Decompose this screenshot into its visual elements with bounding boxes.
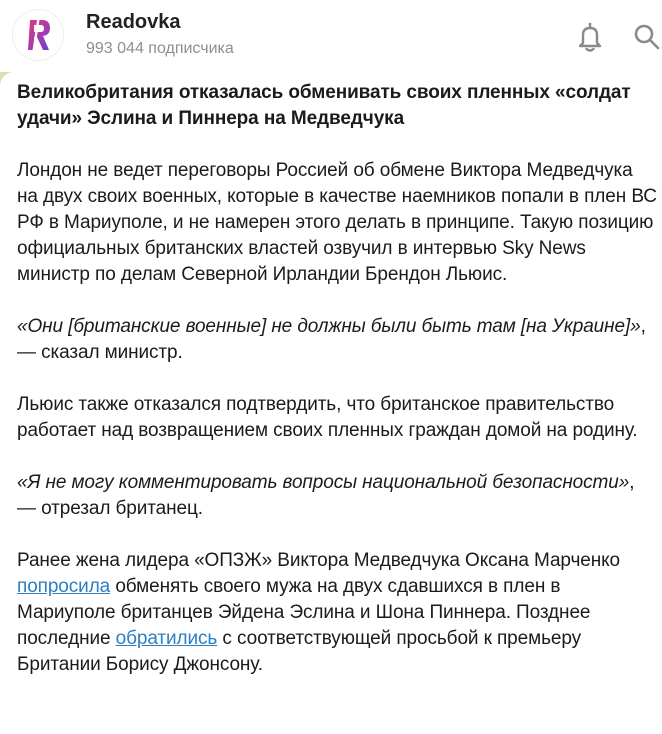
quote-1-text: «Они [британские военные] не должны были быть там [на Украине]» xyxy=(17,316,641,337)
channel-title[interactable]: Readovka xyxy=(86,11,181,33)
channel-header[interactable] xyxy=(0,0,662,72)
paragraph-5-part-c: с соответствующей просьбой к премьеру Британии Борису Джонсону. xyxy=(17,628,581,675)
post-paragraph-3: Льюис также отказался подтвердить, что британское правительство работает над возвращением своих пленных граждан домой на родину. xyxy=(17,394,638,441)
post-paragraph-5 xyxy=(17,548,657,678)
bell-icon xyxy=(575,21,605,53)
subscriber-count: 993 044 подписчика xyxy=(86,40,234,57)
message-text xyxy=(17,80,657,704)
quote-2-text: «Я не могу комментировать вопросы национальной безопасности» xyxy=(17,472,630,493)
paragraph-5-part-b: обменять своего мужа на двух сдавшихся в плен в Мариуполе британцев Эйдена Эслина и Шона Пиннера. Позднее последние xyxy=(17,576,591,649)
quote-2-attribution: , — отрезал британец. xyxy=(17,472,635,519)
post-quote-1 xyxy=(17,314,657,366)
search-button[interactable] xyxy=(630,20,662,54)
notifications-button[interactable] xyxy=(572,20,608,54)
search-icon xyxy=(632,22,662,52)
link-obratilis[interactable]: обратились xyxy=(115,628,218,649)
quote-1-attribution: , — сказал министр. xyxy=(17,316,646,363)
post-quote-2 xyxy=(17,470,657,522)
link-poprosila[interactable]: попросила xyxy=(17,576,111,597)
post-headline: Великобритания отказалась обменивать своих пленных «солдат удачи» Эслина и Пиннера на Медведчука xyxy=(17,82,631,129)
paragraph-5-part-a: Ранее жена лидера «ОПЗЖ» Виктора Медведчука Оксана Марченко xyxy=(17,550,621,571)
readovka-logo-icon xyxy=(12,9,64,61)
channel-avatar[interactable] xyxy=(12,9,64,61)
post-paragraph-1: Лондон не ведет переговоры Россией об обмене Виктора Медведчука на двух своих военных, которые в качестве наемников попали в плен ВС РФ в Мариуполе, и не намерен этого делать в принципе. Такую позицию официальных британских властей озвучил в интервью Sky News министр по делам Северной Ирландии Брендон Льюис. xyxy=(17,160,657,285)
